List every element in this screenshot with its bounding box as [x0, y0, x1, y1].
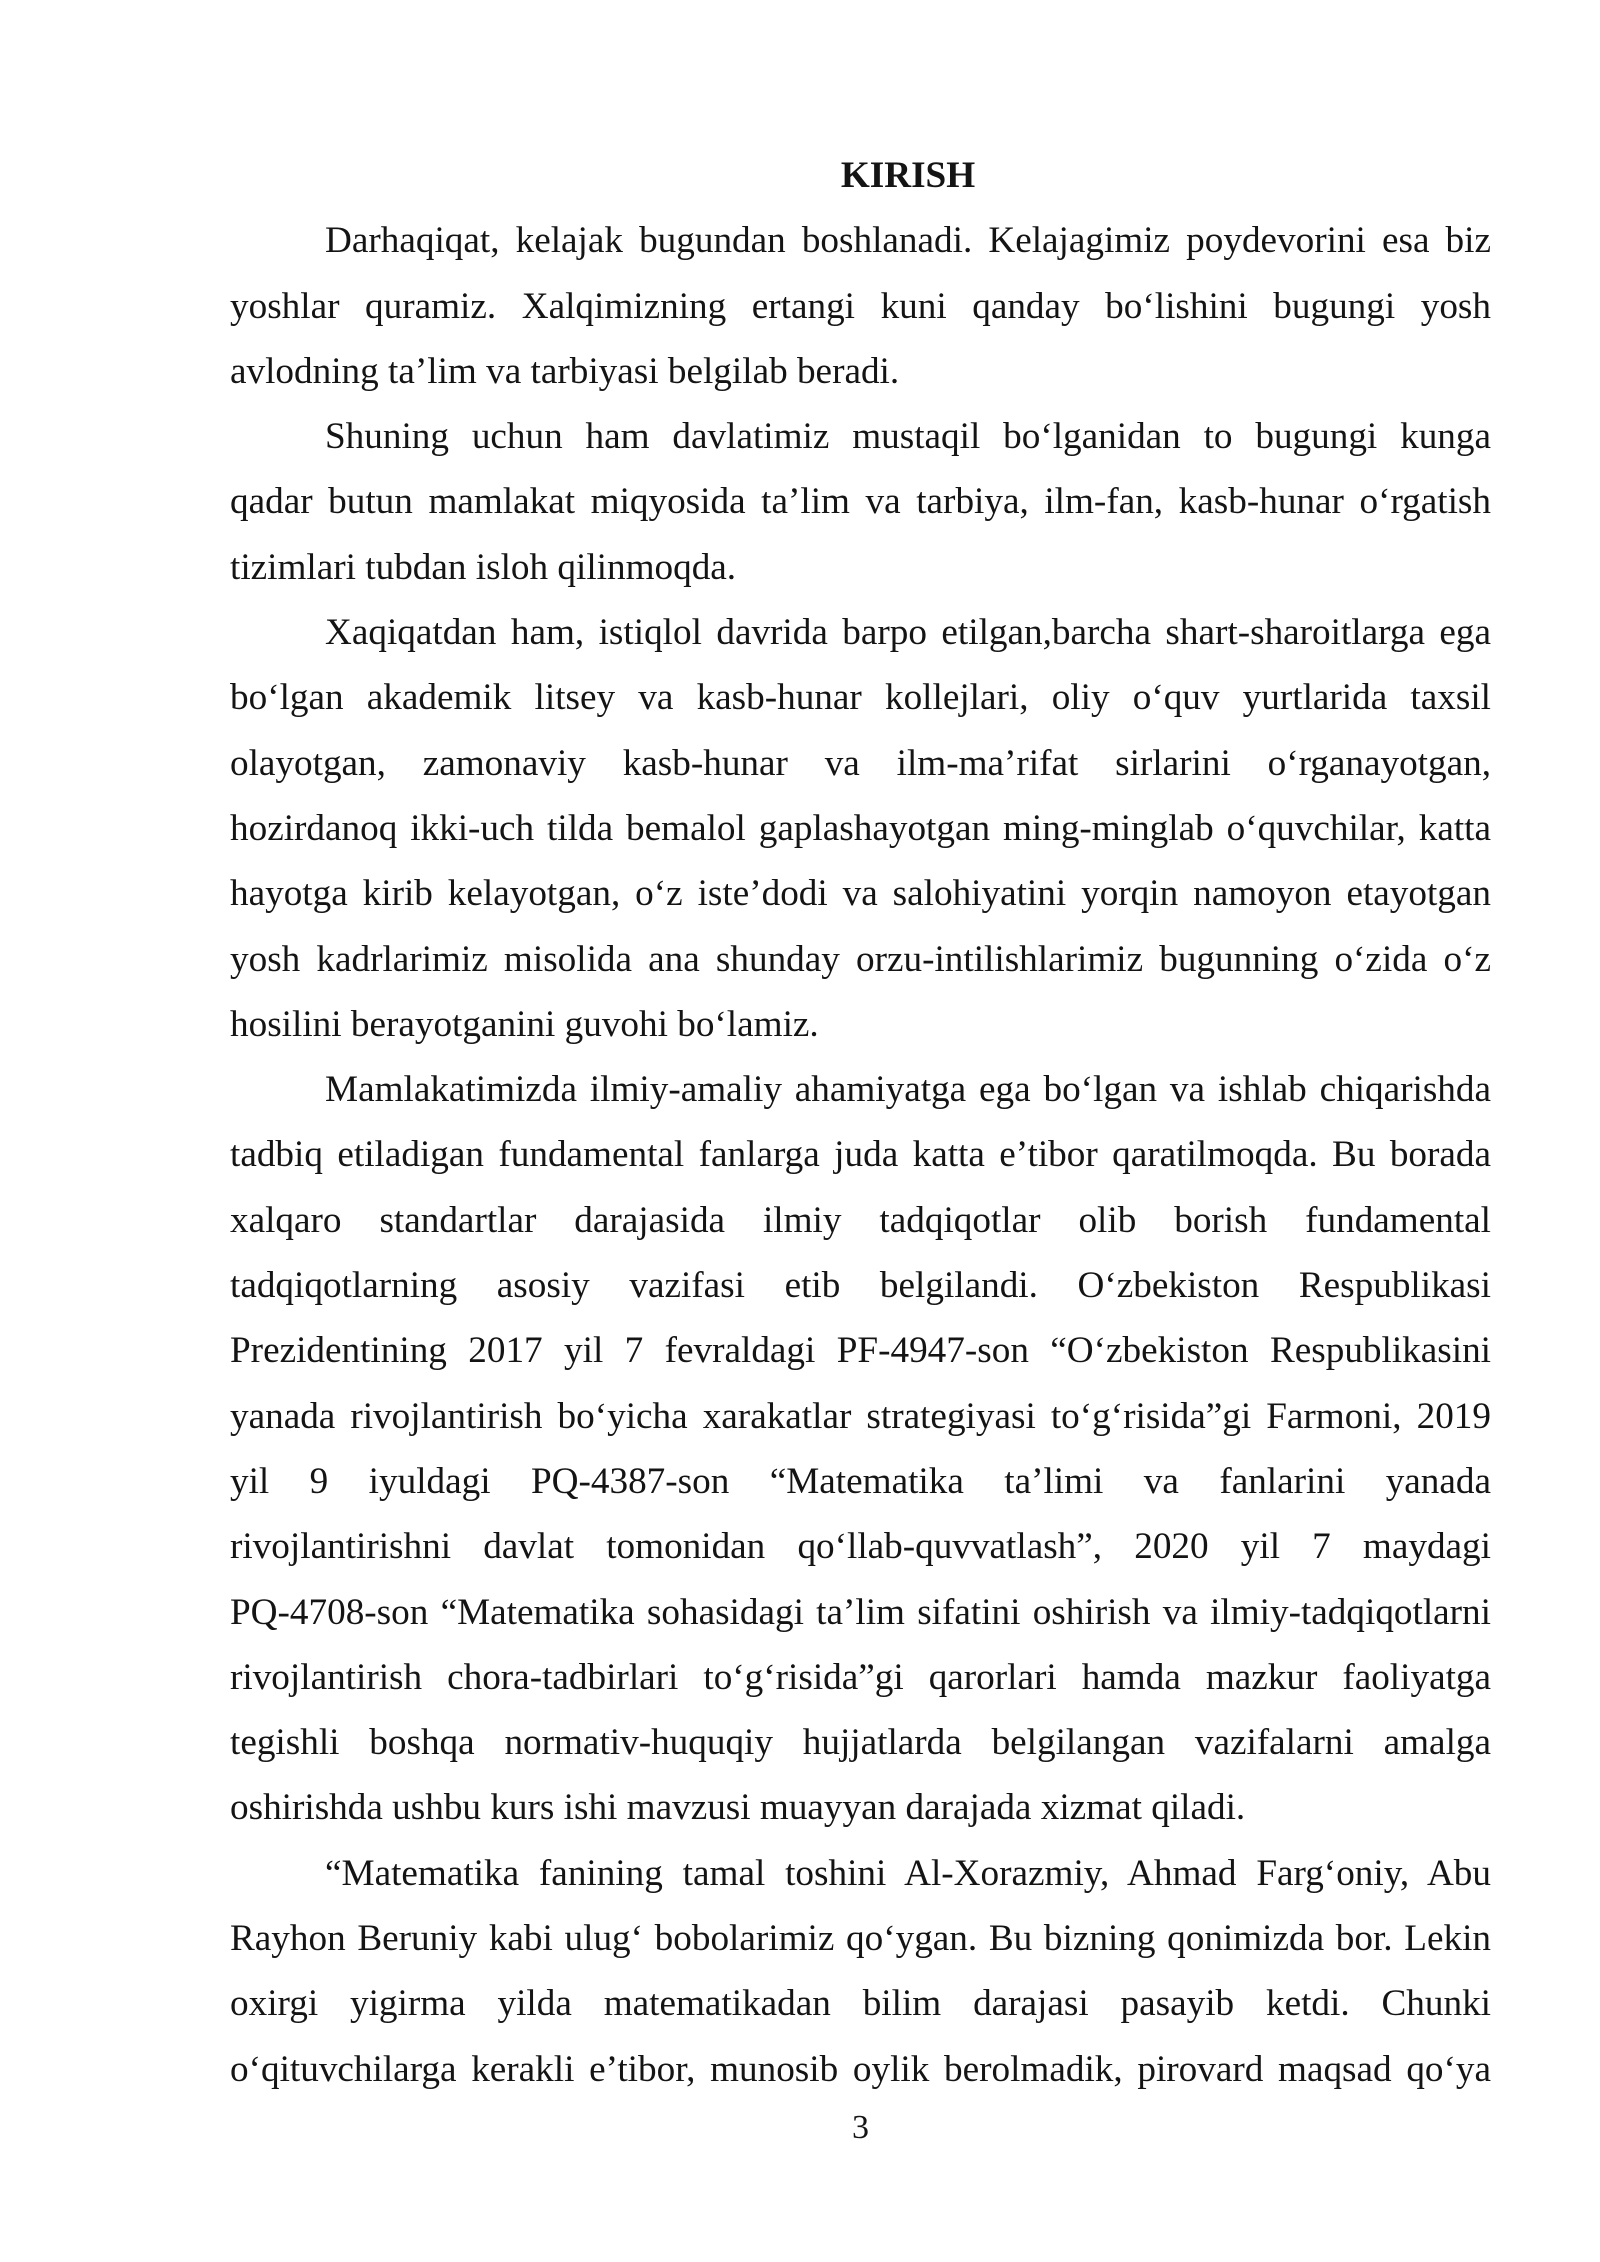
text-line: Prezidentining 2017 yil 7 fevraldagi PF-4947-son “O‘zbekiston Respublikasini	[230, 1330, 1491, 1372]
text-line: Shuning uchun ham davlatimiz mustaqil bo‘lganidan to bugungi kunga	[325, 416, 1491, 458]
text-line: hayotga kirib kelayotgan, o‘z iste’dodi va salohiyatini yorqin namoyon etayotgan	[230, 873, 1491, 915]
text-line: o‘qituvchilarga kerakli e’tibor, munosib oylik berolmadik, pirovard maqsad qo‘ya	[230, 2048, 1491, 2090]
paragraph-2	[230, 404, 1491, 600]
paragraph-1	[230, 208, 1491, 404]
text-line: tadbiq etiladigan fundamental fanlarga juda katta e’tibor qaratilmoqda. Bu borada	[230, 1134, 1491, 1176]
text-line: yil 9 iyuldagi PQ-4387-son “Matematika ta’limi va fanlarini yanada	[230, 1460, 1491, 1502]
text-line: yoshlar quramiz. Xalqimizning ertangi kuni qanday bo‘lishini bugungi yosh	[230, 285, 1491, 327]
text-line: xalqaro standartlar darajasida ilmiy tadqiqotlar olib borish fundamental	[230, 1199, 1491, 1241]
text-line: yosh kadrlarimiz misolida ana shunday orzu-intilishlarimiz bugunning o‘zida o‘z	[230, 938, 1491, 980]
text-line: Rayhon Beruniy kabi ulug‘ bobolarimiz qo‘ygan. Bu bizning qonimizda bor. Lekin	[230, 1918, 1491, 1960]
paragraph-5	[230, 1841, 1491, 2102]
text-line: oshirishda ushbu kurs ishi mavzusi muayyan darajada xizmat qiladi.	[230, 1787, 1246, 1829]
paragraph-4	[230, 1057, 1491, 1841]
text-line: tegishli boshqa normativ-huquqiy hujjatlarda belgilangan vazifalarni amalga	[230, 1722, 1491, 1764]
text-line: rivojlantirishni davlat tomonidan qo‘llab-quvvatlash”, 2020 yil 7 maydagi	[230, 1526, 1491, 1568]
text-line: hosilini berayotganini guvohi bo‘lamiz.	[230, 1003, 819, 1045]
page-body	[230, 143, 1491, 2102]
text-line: yanada rivojlantirish bo‘yicha xarakatlar strategiyasi to‘g‘risida”gi Farmoni, 2019	[230, 1395, 1491, 1437]
text-line: olayotgan, zamonaviy kasb-hunar va ilm-ma’rifat sirlarini o‘rganayotgan,	[230, 742, 1491, 784]
text-line: avlodning ta’lim va tarbiyasi belgilab beradi.	[230, 350, 900, 392]
text-line: tizimlari tubdan isloh qilinmoqda.	[230, 546, 737, 588]
page-number: 3	[852, 2109, 869, 2146]
text-line: hozirdanoq ikki-uch tilda bemalol gaplashayotgan ming-minglab o‘quvchilar, katta	[230, 807, 1491, 849]
text-line: tadqiqotlarning asosiy vazifasi etib belgilandi. O‘zbekiston Respublikasi	[230, 1265, 1491, 1307]
text-line: rivojlantirish chora-tadbirlari to‘g‘risida”gi qarorlari hamda mazkur faoliyatga	[230, 1656, 1491, 1698]
text-line: oxirgi yigirma yilda matematikadan bilim darajasi pasayib ketdi. Chunki	[230, 1983, 1491, 2025]
section-heading: KIRISH	[840, 155, 976, 196]
text-line: Mamlakatimizda ilmiy-amaliy ahamiyatga ega bo‘lgan va ishlab chiqarishda	[325, 1069, 1491, 1111]
text-line: “Matematika fanining tamal toshini Al-Xorazmiy, Ahmad Farg‘oniy, Abu	[325, 1852, 1491, 1894]
text-line: qadar butun mamlakat miqyosida ta’lim va tarbiya, ilm-fan, kasb-hunar o‘rgatish	[230, 481, 1491, 523]
text-line: Xaqiqatdan ham, istiqlol davrida barpo etilgan,barcha shart-sharoitlarga ega	[325, 612, 1491, 654]
text-line: bo‘lgan akademik litsey va kasb-hunar kollejlari, oliy o‘quv yurtlarida taxsil	[230, 677, 1491, 719]
paragraph-3	[230, 600, 1491, 1057]
text-line: Darhaqiqat, kelajak bugundan boshlanadi. Kelajagimiz poydevorini esa biz	[325, 220, 1491, 262]
text-line: PQ-4708-son “Matematika sohasidagi ta’lim sifatini oshirish va ilmiy-tadqiqotlarni	[230, 1591, 1491, 1633]
